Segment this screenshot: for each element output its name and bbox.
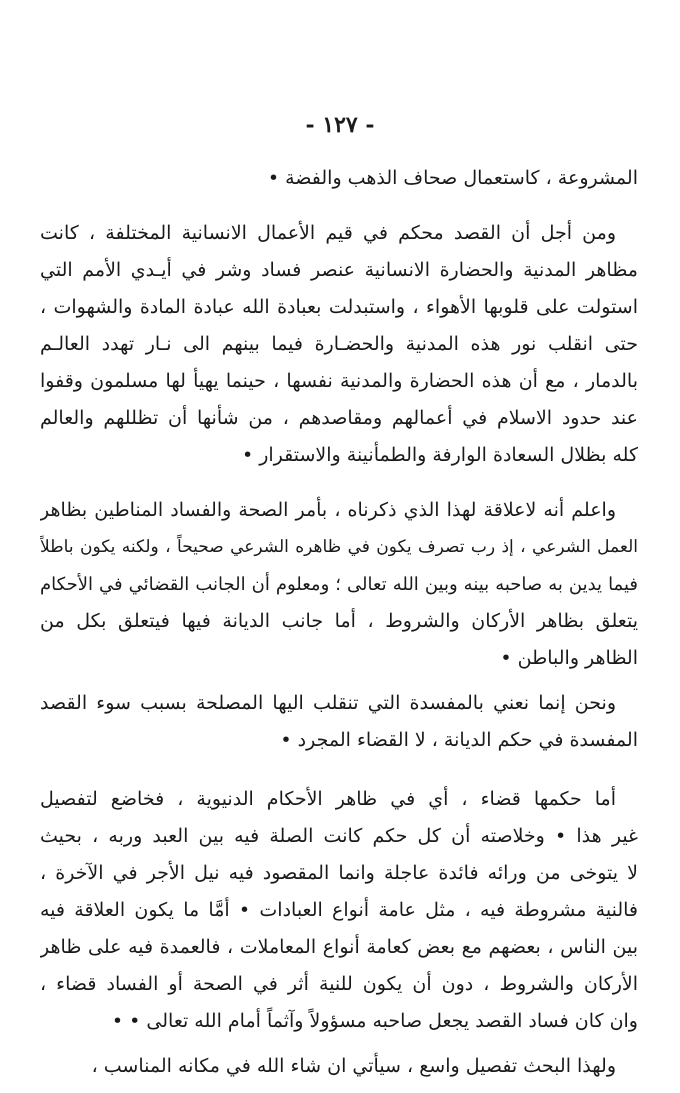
text-line: مظاهر المدنية والحضارة الانسانية عنصر فساد وشر في أيـدي الأمم التي [40, 259, 638, 281]
text-line: المشروعة ، كاستعمال صحاف الذهب والفضة • [267, 167, 638, 189]
body-text [40, 160, 638, 1085]
text-line: وان كان فساد القصد يجعل صاحبه مسؤولاً وآثماً أمام الله تعالى • • [111, 1010, 638, 1032]
text-line: غير هذا • وخلاصته أن كل حكم كانت الصلة فيه بين العبد وربه ، بحيث [40, 825, 638, 847]
text-line: المفسدة في حكم الديانة ، لا القضاء المجرد • [280, 729, 638, 751]
text-line: فالنية مشروطة فيه ، مثل عامة أنواع العبادات • أمَّا ما يكون العلاقة فيه [40, 899, 638, 921]
text-line: ونحن إنما نعني بالمفسدة التي تنقلب اليها المصلحة بسبب سوء القصد [40, 692, 616, 714]
text-line: ولهذا البحث تفصيل واسع ، سيأتي ان شاء الله في مكانه المناسب ، [91, 1055, 616, 1077]
text-line: بين الناس ، بعضهم مع بعض كعامة أنواع المعاملات ، فالعمدة فيه على ظاهر [40, 936, 638, 958]
text-line: حتى انقلب نور هذه المدنية والحضـارة فيما بينهم الى نـار تهدد العالـم [40, 333, 638, 355]
text-line: بالدمار ، مع أن هذه الحضارة والمدنية نفسها ، حينما يهيأ لها مسلمون وقفوا [40, 370, 638, 392]
paragraph-6 [40, 1048, 638, 1085]
text-line: يتعلق بظاهر الأركان والشروط ، أما جانب الديانة فيها فيتعلق بكل من [40, 610, 638, 632]
paragraph-3 [40, 492, 638, 677]
text-line: استولت على قلوبها الأهواء ، واستبدلت بعبادة الله عبادة المادة والشهوات ، [40, 296, 638, 318]
paragraph-4 [40, 685, 638, 759]
text-line: كله بظلال السعادة الوارفة والطمأنينة والاستقرار • [241, 444, 638, 466]
text-line: ومن أجل أن القصد محكم في قيم الأعمال الانسانية المختلفة ، كانت [40, 222, 616, 244]
paragraph-5 [40, 781, 638, 1040]
text-line: عند حدود الاسلام في أعمالهم ومقاصدهم ، من شأنها أن تظللهم والعالم [40, 407, 638, 429]
text-line: الأركان والشروط ، دون أن يكون للنية أثر في الصحة أو الفساد قضاء ، [40, 973, 638, 995]
paragraph-2 [40, 215, 638, 474]
paragraph-1 [40, 160, 638, 197]
text-line: الظاهر والباطن • [500, 647, 638, 669]
text-line: فيما يدين به صاحبه بينه وبين الله تعالى ؛ ومعلوم أن الجانب القضائي في الأحكام [40, 574, 638, 595]
page-number: - ١٢٧ - [305, 112, 375, 138]
text-line: العمل الشرعي ، إذ رب تصرف يكون في ظاهره الشرعي صحيحاً ، ولكنه يكون باطلاً [40, 537, 638, 557]
text-line: واعلم أنه لاعلاقة لهذا الذي ذكرناه ، بأمر الصحة والفساد المناطين بظاهر [40, 499, 616, 521]
text-line: أما حكمها قضاء ، أي في ظاهر الأحكام الدنيوية ، فخاضع لتفصيل [40, 788, 616, 810]
text-line: لا يتوخى من ورائه فائدة عاجلة وانما المقصود فيه نيل الأجر في الآخرة ، [40, 862, 638, 884]
